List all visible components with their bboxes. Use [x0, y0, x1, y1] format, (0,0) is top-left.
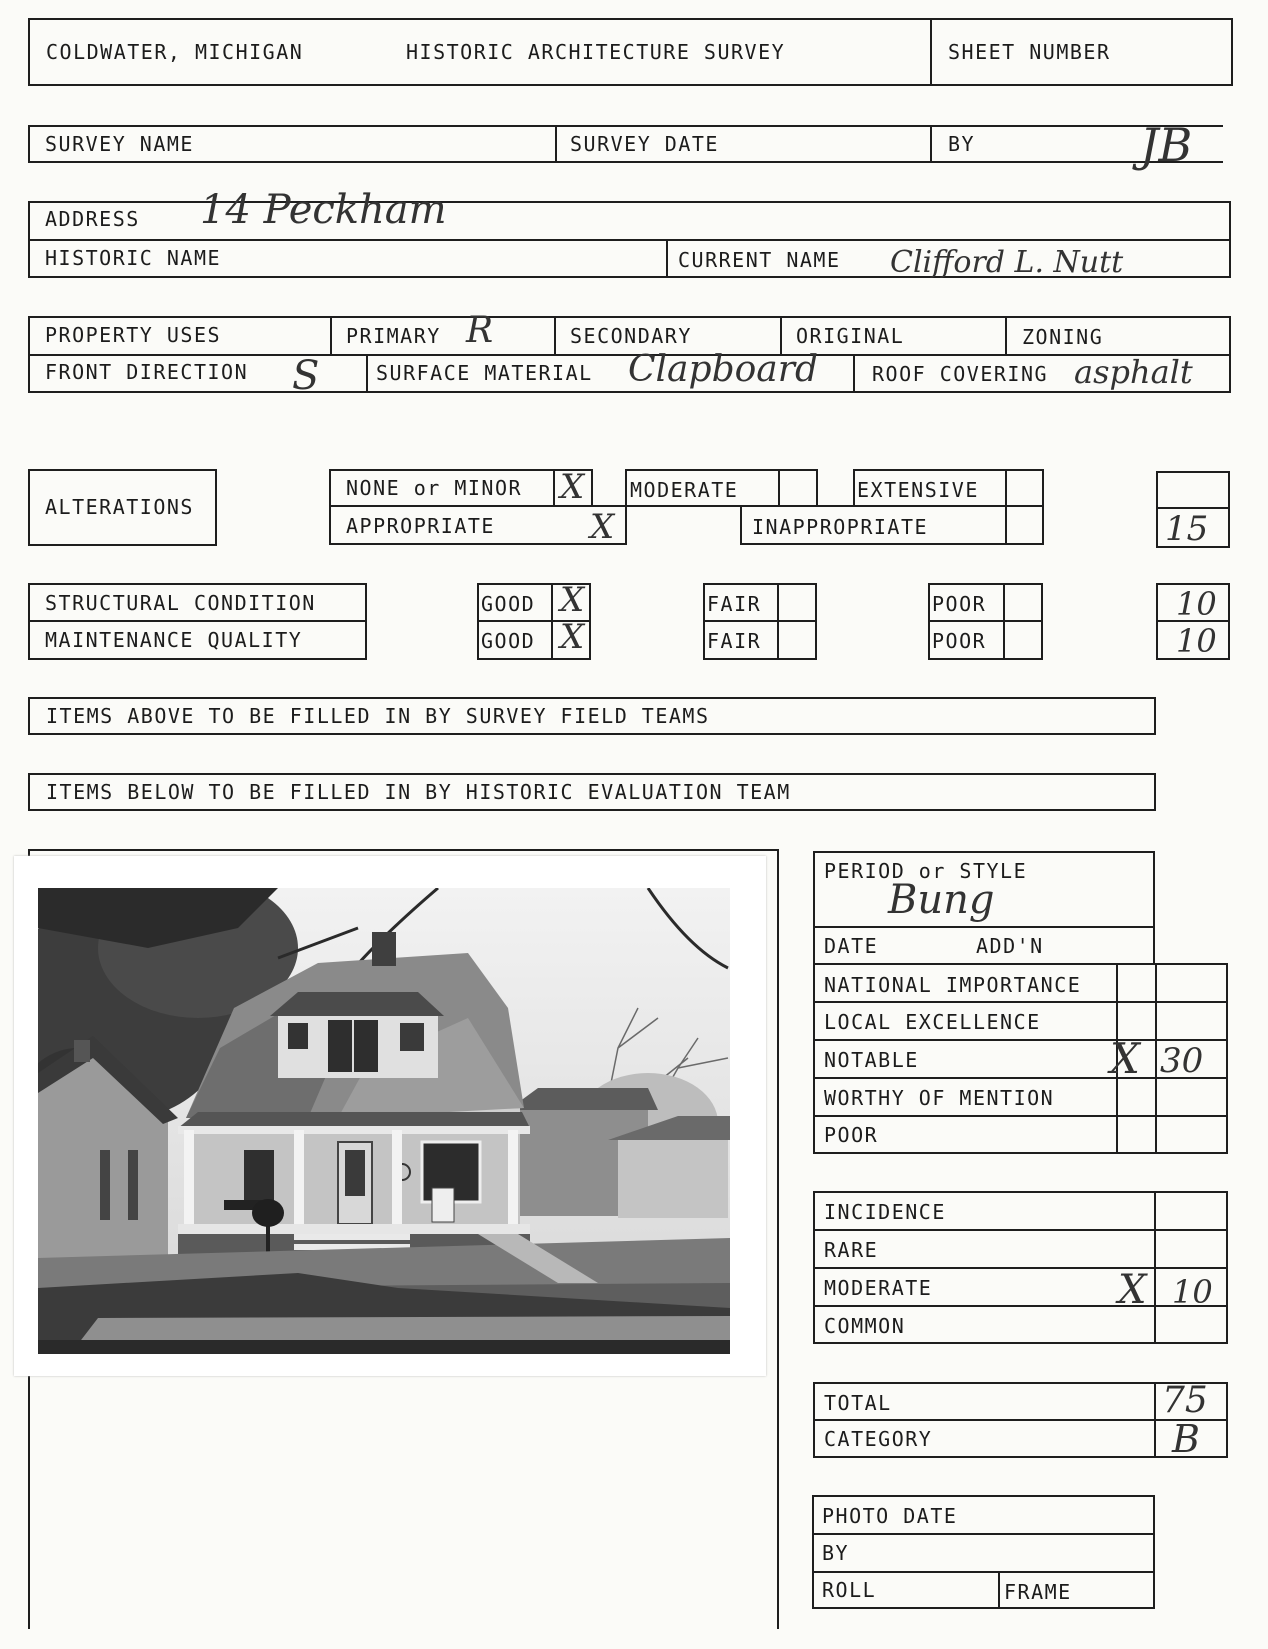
notable-mark: X — [1110, 1034, 1140, 1083]
fair-box-divider-h — [703, 620, 817, 622]
extensive-check-divider — [1005, 469, 1007, 507]
total-value: 75 — [1162, 1380, 1208, 1421]
importance-row-4 — [813, 1115, 1228, 1117]
roll-label: ROLL — [822, 1578, 877, 1602]
moderate-alt-label: MODERATE — [630, 478, 739, 502]
original-label: ORIGINAL — [796, 324, 905, 348]
poor-box-divider-v — [1003, 583, 1005, 660]
period-style-label: PERIOD or STYLE — [824, 859, 1028, 883]
historic-name-label: HISTORIC NAME — [45, 246, 222, 270]
address-divider-h — [28, 239, 1231, 241]
incidence-col-1 — [1154, 1191, 1156, 1344]
survey-by-label: BY — [948, 132, 976, 156]
address-label: ADDRESS — [45, 207, 140, 231]
survey-divider-1 — [555, 125, 557, 163]
house-photograph — [38, 888, 730, 1354]
incidence-row-2 — [813, 1267, 1228, 1269]
totals-divider-v — [1154, 1382, 1156, 1458]
city-title: COLDWATER, MICHIGAN — [46, 40, 304, 64]
good-structural-label: GOOD — [481, 592, 536, 616]
property-divider-2 — [554, 316, 556, 354]
maintenance-score: 10 — [1176, 622, 1217, 660]
primary-label: PRIMARY — [346, 324, 441, 348]
survey-date-label: SURVEY DATE — [570, 132, 719, 156]
secondary-label: SECONDARY — [570, 324, 692, 348]
poor-maintenance-label: POOR — [932, 629, 987, 653]
date-label: DATE — [824, 934, 879, 958]
address-divider-v — [666, 239, 668, 278]
photo-details-row-2 — [812, 1571, 1155, 1573]
survey-divider-2 — [930, 125, 932, 163]
national-importance-label: NATIONAL IMPORTANCE — [824, 973, 1082, 997]
alterations-score: 15 — [1165, 509, 1209, 549]
importance-col-2 — [1155, 963, 1157, 1154]
structural-score: 10 — [1176, 585, 1217, 623]
photo-details-col — [998, 1571, 1000, 1609]
photo-date-label: PHOTO DATE — [822, 1504, 958, 1528]
zoning-label: ZONING — [1022, 325, 1104, 349]
note-below: ITEMS BELOW TO BE FILLED IN BY HISTORIC EVALUATION TEAM — [46, 780, 791, 804]
survey-title: HISTORIC ARCHITECTURE SURVEY — [406, 40, 786, 64]
moderate-incidence-mark: X — [1118, 1267, 1147, 1313]
condition-label-divider — [28, 620, 367, 622]
property-divider-6 — [853, 354, 855, 393]
current-name-value: Clifford L. Nutt — [890, 245, 1124, 280]
front-direction-label: FRONT DIRECTION — [45, 360, 249, 384]
rare-label: RARE — [824, 1238, 879, 1262]
incidence-row-1 — [813, 1229, 1228, 1231]
period-style-divider — [813, 926, 1155, 928]
period-style-value: Bung — [888, 877, 995, 923]
none-minor-mark: X — [560, 467, 585, 507]
incidence-row-3 — [813, 1305, 1228, 1307]
alterations-label: ALTERATIONS — [45, 495, 194, 519]
notable-label: NOTABLE — [824, 1048, 919, 1072]
category-value: B — [1172, 1417, 1200, 1461]
current-name-label: CURRENT NAME — [678, 248, 841, 272]
maintenance-quality-label: MAINTENANCE QUALITY — [45, 628, 303, 652]
moderate-incidence-score: 10 — [1172, 1273, 1213, 1311]
inappropriate-check-divider — [1005, 505, 1007, 545]
property-divider-5 — [366, 354, 368, 393]
local-excellence-label: LOCAL EXCELLENCE — [824, 1010, 1041, 1034]
maintenance-good-mark: X — [560, 617, 585, 657]
common-label: COMMON — [824, 1314, 906, 1338]
address-value: 14 Peckham — [200, 187, 447, 233]
note-above: ITEMS ABOVE TO BE FILLED IN BY SURVEY FIELD TEAMS — [46, 704, 710, 728]
extensive-label: EXTENSIVE — [857, 478, 979, 502]
addn-label: ADD'N — [976, 934, 1044, 958]
header-divider — [930, 18, 932, 86]
photo-details-row-1 — [812, 1533, 1155, 1535]
importance-row-1 — [813, 1001, 1228, 1003]
incidence-label: INCIDENCE — [824, 1200, 946, 1224]
front-direction-value: S — [292, 353, 320, 399]
none-minor-check-divider — [553, 469, 555, 507]
fair-structural-label: FAIR — [707, 592, 762, 616]
property-divider-1 — [330, 316, 332, 354]
structural-condition-label: STRUCTURAL CONDITION — [45, 591, 316, 615]
roof-covering-label: ROOF COVERING — [872, 362, 1049, 386]
survey-by-value: JB — [1140, 118, 1193, 172]
surface-material-value: Clapboard — [628, 349, 819, 390]
survey-name-label: SURVEY NAME — [45, 132, 194, 156]
inappropriate-label: INAPPROPRIATE — [752, 515, 929, 539]
roof-covering-value: asphalt — [1074, 353, 1193, 391]
frame-label: FRAME — [1004, 1580, 1072, 1604]
appropriate-label: APPROPRIATE — [346, 514, 495, 538]
structural-good-mark: X — [560, 580, 585, 620]
sheet-number-label: SHEET NUMBER — [948, 40, 1111, 64]
primary-value: R — [466, 310, 494, 351]
none-minor-label: NONE or MINOR — [346, 476, 523, 500]
moderate-incidence-label: MODERATE — [824, 1276, 933, 1300]
poor-structural-label: POOR — [932, 592, 987, 616]
good-maintenance-label: GOOD — [481, 629, 536, 653]
total-label: TOTAL — [824, 1391, 892, 1415]
property-uses-label: PROPERTY USES — [45, 323, 222, 347]
fair-box-divider-v — [777, 583, 779, 660]
good-box-divider-v — [551, 583, 553, 660]
surface-material-label: SURFACE MATERIAL — [376, 361, 593, 385]
appropriate-mark: X — [590, 507, 615, 547]
notable-score: 30 — [1160, 1041, 1204, 1081]
worthy-of-mention-label: WORTHY OF MENTION — [824, 1086, 1055, 1110]
poor-importance-label: POOR — [824, 1123, 879, 1147]
poor-box-divider-h — [928, 620, 1043, 622]
photo-by-label: BY — [822, 1541, 850, 1565]
moderate-alt-check-divider — [778, 469, 780, 507]
fair-maintenance-label: FAIR — [707, 629, 762, 653]
property-divider-4 — [1005, 316, 1007, 354]
category-label: CATEGORY — [824, 1427, 933, 1451]
